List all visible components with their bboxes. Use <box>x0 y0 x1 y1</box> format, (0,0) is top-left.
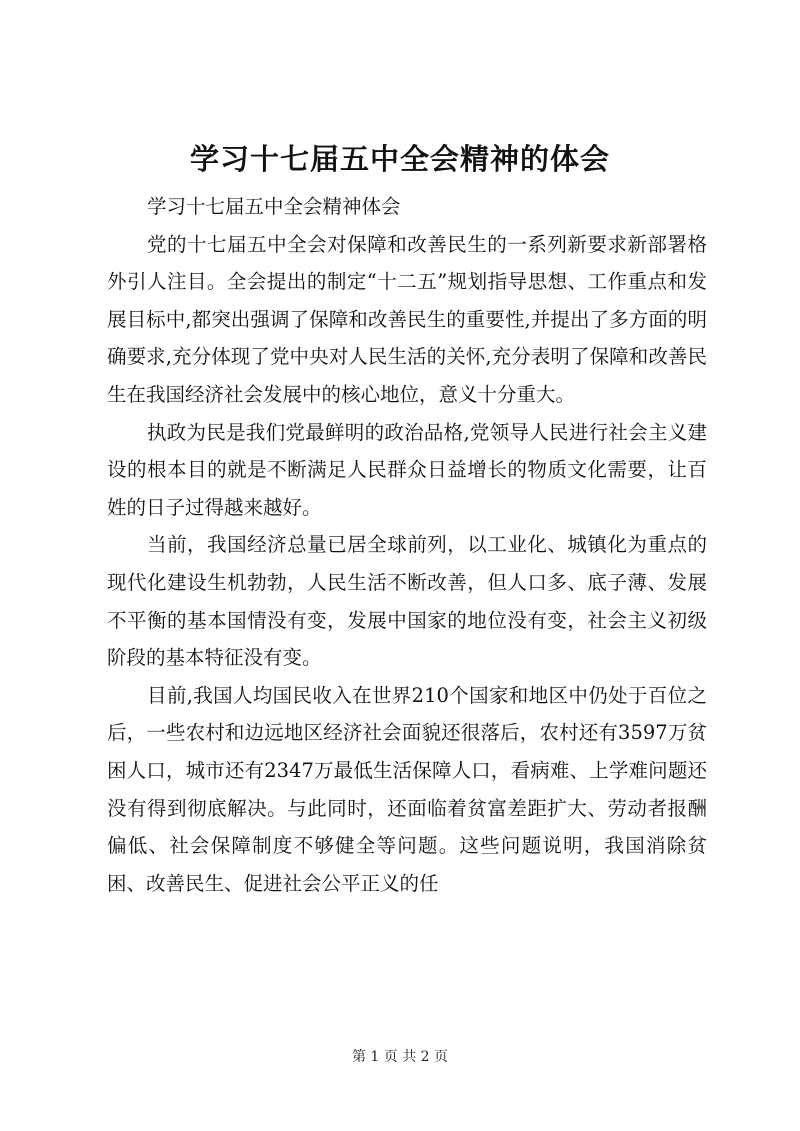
paragraph: 党的十七届五中全会对保障和改善民生的一系列新要求新部署格外引人注目。全会提出的制定“十二五”规划指导思想、工作重点和发展目标中,都突出强调了保障和改善民生的重要性,并提出了多方面的明确要求,充分体现了党中央对人民生活的关怀,充分表明了保障和改善民生在我国经济社会发展中的核心地位，意义十分重大。 <box>107 232 707 406</box>
paragraph-subtitle: 学习十七届五中全会精神体会 <box>147 195 401 218</box>
paragraph: 执政为民是我们党最鲜明的政治品格,党领导人民进行社会主义建设的根本目的就是不断满足人民群众日益增长的物质文化需要，让百姓的日子过得越来越好。 <box>107 420 707 519</box>
page-title: 学习十七届五中全会精神的体会 <box>189 142 610 176</box>
page-number-footer: 第 1 页 共 2 页 <box>351 1049 449 1065</box>
paragraph: 当前，我国经济总量已居全球前列，以工业化、城镇化为重点的现代化建设生机勃勃，人民生活不断改善，但人口多、底子薄、发展不平衡的基本国情没有变，发展中国家的地位没有变，社会主义初级阶段的基本特征没有变。 <box>107 533 707 670</box>
paragraph: 目前,我国人均国民收入在世界210个国家和地区中仍处于百位之后，一些农村和边远地区经济社会面貌还很落后，农村还有3597万贫困人口，城市还有2347万最低生活保障人口，看病难、上学难问题还没有得到彻底解决。与此同时，还面临着贫富差距扩大、劳动者报酬偏低、社会保障制度不够健全等问题。这些问题说明，我国消除贫困、改善民生、促进社会公平正义的任 <box>107 683 707 895</box>
document-body <box>107 188 707 902</box>
